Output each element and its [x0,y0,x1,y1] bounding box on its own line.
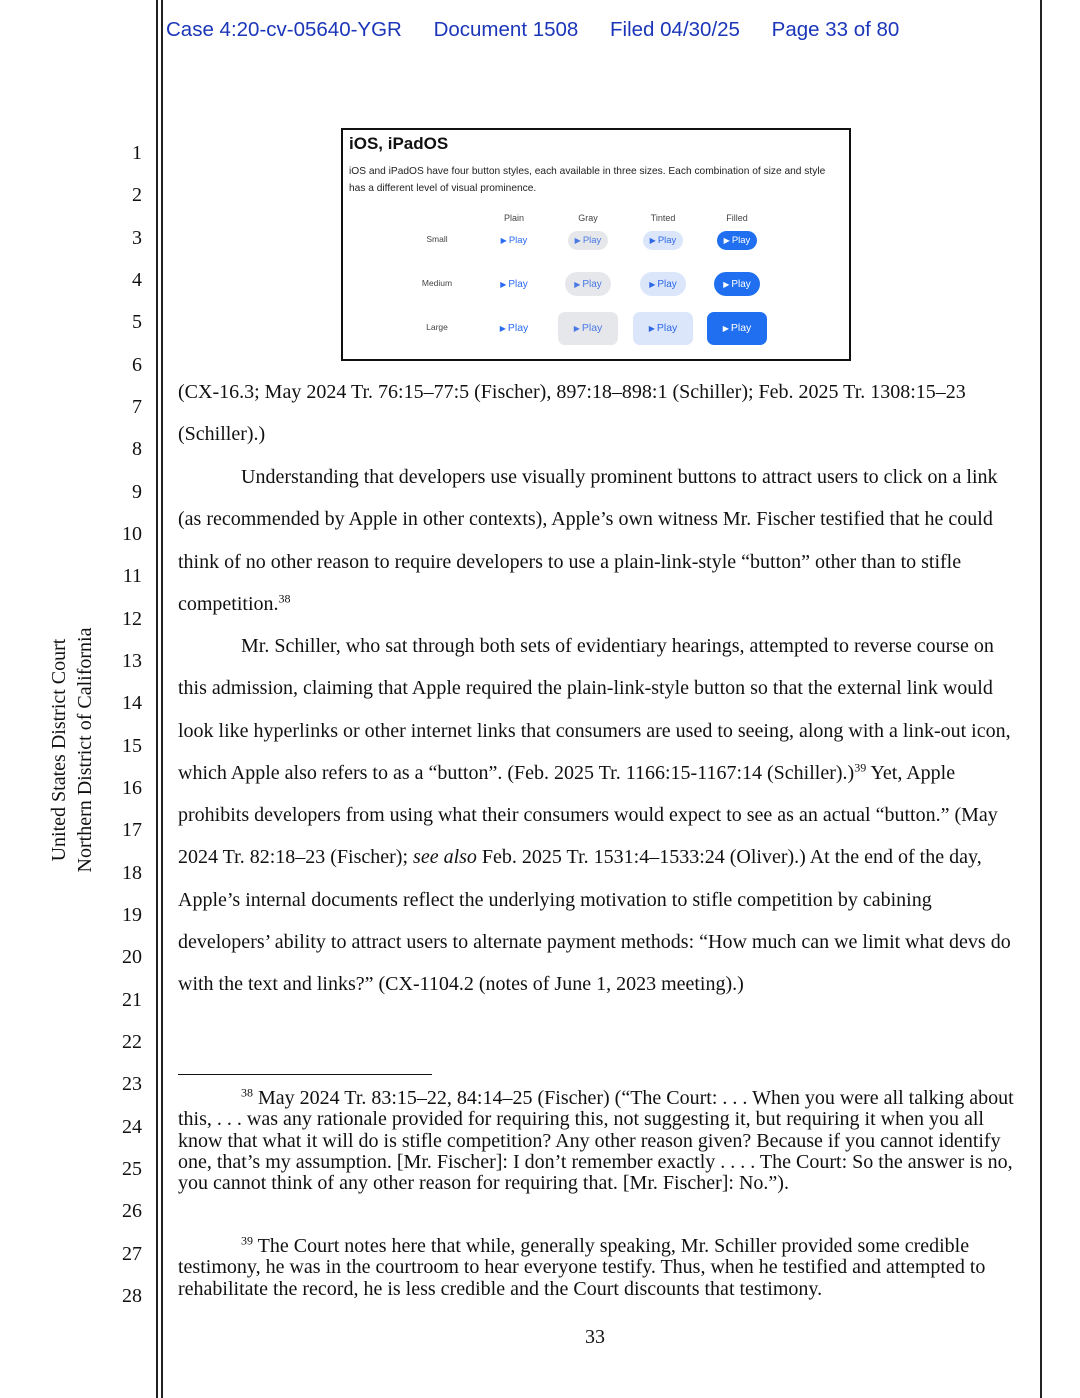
play-button-gray-medium [565,272,611,296]
figure-column-plain: Plain [503,213,524,223]
line-number: 28 [122,1284,142,1307]
play-button-label: Play [507,322,529,334]
citation-paragraph: (CX-16.3; May 2024 Tr. 76:15–77:5 (Fischer), 897:18–898:1 (Schiller); Feb. 2025 Tr. 1308:15–23 (Schiller).) [178,381,966,446]
play-icon: ▶ [722,323,729,333]
header-case: Case 4:20-cv-05640-YGR [166,18,402,41]
line-number: 9 [132,480,142,503]
figure-column-filled: Filled [726,213,748,223]
play-button-label: Play [581,322,603,334]
line-number: 26 [122,1200,142,1223]
body-paragraph-1 [178,456,1018,625]
footnote-39-text: The Court notes here that while, generally speaking, Mr. Schiller provided some credible testimony, he was in the courtroom to hear everyone testify. Thus, when he testified and attempted to rehabilitate the record, he is less credible and the Court discounts that testimony. [178,1235,986,1300]
line-number: 10 [122,522,142,545]
line-number: 2 [132,184,142,207]
line-number: 12 [122,607,142,630]
line-number: 23 [122,1073,142,1096]
play-button-tinted-small [643,231,683,250]
figure-column-gray: Gray [578,213,598,223]
footnote-ref-38: 38 [278,591,291,606]
para2-text-a: Mr. Schiller, who sat through both sets of evidentiary hearings, attempted to reverse course on this admission, claiming that Apple required the plain-link-style button so that the external link would look like hyperlinks or other internet links that consumers are used to seeing, along with a link-out icon, which Apple also refers to as a “button”. (Feb. 2025 Tr. 1166:15-1167:14 (Schiller).) [178,635,1011,784]
play-button-tinted-large [633,312,693,345]
play-button-gray-small [568,231,608,250]
para2-text-b: Yet, Apple prohibits developers from using what their consumers would expect to see as an actual “button.” (May 2024 Tr. 82:18–23 (Fischer); [178,761,998,869]
play-button-label: Play [731,278,751,290]
line-number: 13 [122,649,142,672]
line-number: 22 [122,1030,142,1053]
line-number: 20 [122,946,142,969]
figure-title: iOS, iPadOS [349,134,449,153]
play-button-filled-large [707,312,767,345]
line-number: 3 [132,226,142,249]
header-page: Page 33 of 80 [771,18,900,41]
figure-column-tinted: Tinted [650,213,676,223]
line-number: 25 [122,1157,142,1180]
line-number: 1 [132,142,142,164]
play-button-label: Play [657,234,677,246]
line-number: 15 [122,734,142,757]
play-button-plain-medium [491,272,537,296]
play-icon: ▶ [499,323,506,333]
line-number: 11 [122,565,142,588]
line-number: 5 [132,311,142,334]
figure-row-small: Small [426,234,448,244]
play-button-filled-medium [714,272,760,296]
line-number: 27 [122,1242,142,1265]
play-button-tinted-medium [640,272,686,296]
line-number: 14 [122,692,142,715]
page-number: 33 [585,1326,605,1348]
footnote-38 [178,1085,1018,1195]
body-paragraph-2 [178,625,1018,1006]
line-number: 4 [132,268,142,291]
footnote-39 [178,1233,1018,1300]
see-also-signal: see also [413,846,477,869]
footnote-number-39: 39 [241,1233,253,1248]
footnote-38-text: May 2024 Tr. 83:15–22, 84:14–25 (Fischer) (“The Court: . . . When you were all talking about this, . . . was any rationale provided for requiring this, not suggesting it, but requiring it when you all know that what it will do is stifle competition? Any other reason given? Because if you cannot identify one, that’s my assumption. [Mr. Fischer]: I don’t remember exactly . . . . The Court: So the answer is no, you cannot think of any other reason for requiring that. [Mr. Fischer]: No.”). [178,1087,1014,1195]
play-icon: ▶ [649,235,656,245]
line-number: 21 [122,988,142,1011]
play-icon: ▶ [648,323,655,333]
figure-row-large: Large [426,322,448,332]
play-icon: ▶ [723,279,730,289]
line-number: 6 [132,353,142,376]
line-number: 8 [132,438,142,461]
left-margin-rule-1 [156,0,158,1398]
court-district: Northern District of California [74,627,96,873]
para1-text: Understanding that developers use visually prominent buttons to attract users to click on a link (as recommended by Apple in other contexts), Apple’s own witness Mr. Fischer testified that he could think of no other reason to require developers to use a plain-link-style “button” other than to stifle competition. [178,466,998,615]
left-margin-rule-2 [161,0,163,1398]
play-button-label: Play [656,322,678,334]
line-number: 18 [122,861,142,884]
figure-description: iOS and iPadOS have four button styles, each available in three sizes. Each combination of size and style has a different level of visual prominence. [349,166,826,194]
footnote-separator [178,1074,432,1075]
play-icon: ▶ [649,279,656,289]
court-name: United States District Court [48,638,70,862]
header-document: Document 1508 [433,18,579,41]
play-button-gray-large [558,312,618,345]
play-icon: ▶ [574,235,581,245]
play-icon: ▶ [723,235,730,245]
right-margin-rule [1040,0,1042,1398]
para2-text-c: Feb. 2025 Tr. 1531:4–1533:24 (Oliver).) At the end of the day, Apple’s internal documents reflect the underlying motivation to stifle competition by cabining developers’ ability to attract users to alternate payment methods: “How much can we limit what devs do with the text and links?” (CX-1104.2 (notes of June 1, 2023 meeting).) [178,846,1011,996]
play-button-label: Play [657,278,677,290]
court-side-caption [46,628,98,873]
play-button-plain-large [484,312,544,345]
line-number: 17 [122,819,142,842]
case-header [166,18,925,42]
play-icon: ▶ [573,323,580,333]
play-button-label: Play [582,234,602,246]
line-number: 19 [122,903,142,926]
footnote-number-38: 38 [241,1085,253,1100]
play-icon: ▶ [574,279,581,289]
line-number: 24 [122,1115,142,1138]
play-button-label: Play [730,322,752,334]
play-button-label: Play [731,234,751,246]
play-button-label: Play [582,278,602,290]
play-icon: ▶ [500,235,507,245]
footnote-ref-39: 39 [854,760,867,775]
button-styles-figure [341,128,851,361]
play-button-plain-small [494,231,534,250]
play-button-label: Play [508,234,528,246]
play-button-filled-small [717,231,757,250]
line-number: 7 [132,395,142,418]
play-button-label: Play [508,278,528,290]
figure-row-medium: Medium [421,278,453,288]
header-filed: Filed 04/30/25 [610,18,740,41]
line-number: 16 [122,776,142,799]
play-icon: ▶ [500,279,507,289]
